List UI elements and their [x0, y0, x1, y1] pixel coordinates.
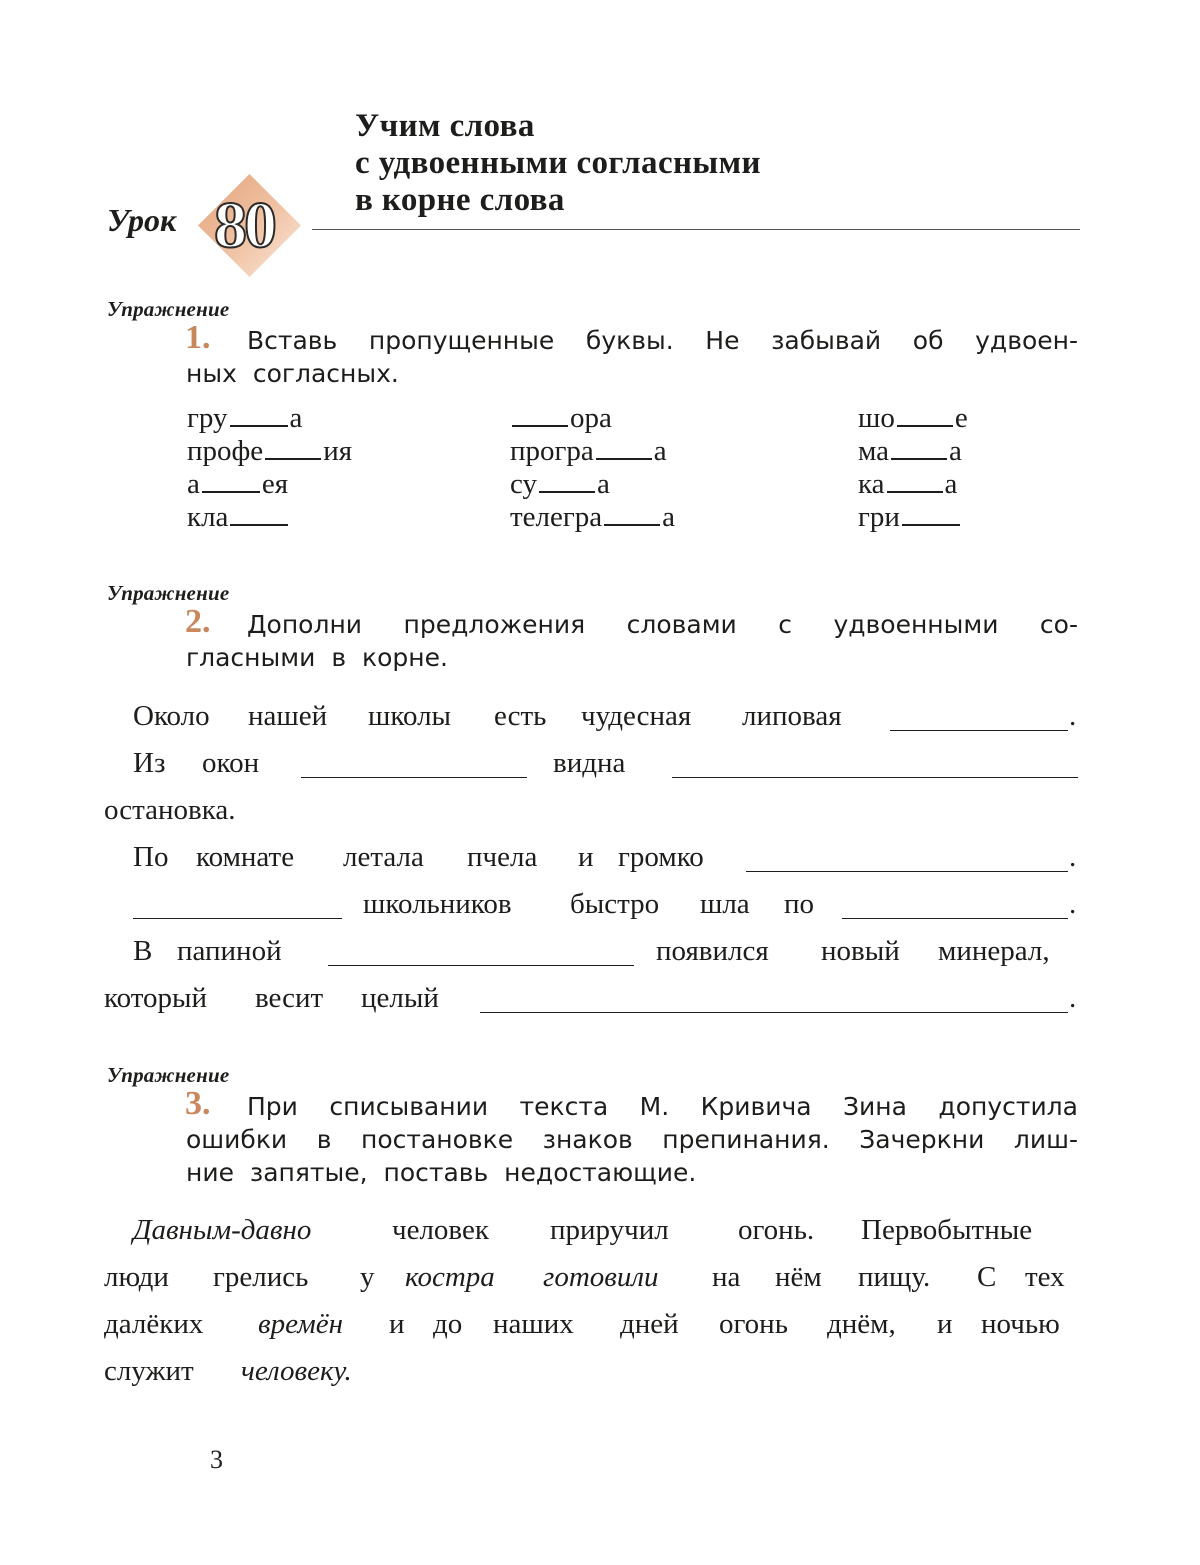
word-with-gap[interactable]: ора — [510, 402, 612, 435]
text-word: люди — [104, 1261, 169, 1293]
exercise-label: Упражнение — [107, 297, 230, 321]
sentence-word: . — [1069, 841, 1077, 873]
word-with-gap[interactable]: програ а — [510, 435, 667, 467]
page-number: 3 — [210, 1445, 223, 1474]
text-word: приручил — [550, 1214, 669, 1246]
sentence-word: комнате — [196, 841, 295, 873]
sentence-word: . — [1069, 982, 1077, 1014]
word-with-gap[interactable]: ка а — [858, 468, 958, 500]
text-word: служит — [104, 1355, 194, 1387]
task-line: ошибки в постановке знаков препинания. Зачеркни лиш- — [186, 1125, 1078, 1154]
text-word: Первобытные — [861, 1214, 1033, 1246]
title-line: в корне слова — [355, 182, 565, 218]
sentence-word: . — [1069, 888, 1077, 920]
sentence-word: есть — [494, 700, 547, 732]
sentence-word: нашей — [248, 700, 328, 732]
text-word-italic: готовили — [543, 1261, 659, 1293]
text-word: пищу. — [858, 1261, 931, 1293]
sentence-word: школы — [368, 700, 452, 732]
sentence-word: Около — [133, 700, 210, 732]
sentence-word: школьников — [363, 888, 512, 920]
task-line: гласными в корне. — [186, 643, 448, 672]
text-word: ночью — [981, 1308, 1060, 1340]
text-word: у — [360, 1261, 375, 1293]
sentence-word: целый — [361, 982, 439, 1014]
text-word: грелись — [213, 1261, 309, 1293]
text-word: человек — [392, 1214, 489, 1246]
answer-line[interactable] — [328, 965, 634, 966]
answer-line[interactable] — [672, 777, 1078, 778]
sentence-word: остановка. — [104, 794, 236, 826]
sentence-word: новый — [821, 935, 900, 967]
text-word: С — [977, 1261, 997, 1293]
title-line: Учим слова — [355, 108, 535, 144]
answer-line[interactable] — [301, 777, 527, 778]
text-word: и — [937, 1308, 953, 1340]
exercise-label: Упражнение — [107, 1063, 230, 1087]
text-word: огонь — [719, 1308, 788, 1340]
task-line: При списывании текста М. Кривича Зина допустила — [247, 1092, 1078, 1121]
sentence-word: чудесная — [581, 700, 692, 732]
lesson-title — [355, 108, 761, 219]
title-line: с удвоенными согласными — [355, 145, 761, 181]
text-word: тех — [1025, 1261, 1065, 1293]
sentence-word: который — [104, 982, 208, 1014]
task-line: ние запятые, поставь недостающие. — [186, 1158, 697, 1187]
sentence-word: появился — [656, 935, 769, 967]
text-word-italic: Давным-давно — [133, 1214, 312, 1246]
answer-line[interactable] — [480, 1012, 1068, 1013]
exercise-number: 1. — [185, 319, 211, 356]
sentence-word: быстро — [570, 888, 660, 920]
sentence-word: липовая — [742, 700, 842, 732]
sentence-word: видна — [553, 747, 626, 779]
text-word-italic: человеку. — [241, 1355, 352, 1387]
answer-line[interactable] — [746, 871, 1068, 872]
text-word: дней — [620, 1308, 679, 1340]
word-with-gap[interactable]: гри — [858, 501, 962, 534]
word-with-gap[interactable]: а ея — [187, 468, 289, 500]
exercise-task — [186, 324, 1078, 390]
sentence-word: Из — [133, 747, 166, 779]
exercise-task — [186, 1090, 1078, 1189]
word-with-gap[interactable]: ма а — [858, 435, 962, 467]
sentence-word: пчела — [467, 841, 538, 873]
sentence-word: минерал, — [938, 935, 1050, 967]
text-word-italic: времён — [258, 1308, 344, 1340]
title-underline — [312, 229, 1080, 230]
exercise-number: 3. — [185, 1085, 211, 1122]
word-with-gap[interactable]: шо е — [858, 402, 968, 434]
sentence-word: . — [1069, 700, 1077, 732]
sentence-word: шла — [700, 888, 750, 920]
text-word: далёких — [104, 1308, 204, 1340]
word-with-gap[interactable]: профе ия — [187, 435, 353, 467]
sentence-word: весит — [255, 982, 324, 1014]
text-word: до — [433, 1308, 463, 1340]
text-word: днём, — [827, 1308, 896, 1340]
exercise-label: Упражнение — [107, 581, 230, 605]
answer-line[interactable] — [842, 918, 1068, 919]
exercise-task — [186, 608, 1078, 674]
text-word: огонь. — [738, 1214, 815, 1246]
word-with-gap[interactable]: кла — [187, 501, 290, 534]
sentence-word: летала — [343, 841, 424, 873]
task-line: Дополни предложения словами с удвоенными со- — [247, 610, 1078, 639]
text-word: и — [389, 1308, 405, 1340]
lesson-label: Урок — [107, 202, 177, 238]
word-with-gap[interactable]: телегра а — [510, 501, 676, 533]
word-with-gap[interactable]: су а — [510, 468, 610, 500]
sentence-word: по — [784, 888, 815, 920]
sentence-word: и — [578, 841, 594, 873]
task-line: ных согласных. — [186, 359, 399, 388]
text-word: на — [712, 1261, 741, 1293]
exercise-number: 2. — [185, 603, 211, 640]
text-word: наших — [493, 1308, 574, 1340]
sentence-word: В — [133, 935, 153, 967]
sentence-word: папиной — [177, 935, 282, 967]
answer-line[interactable] — [890, 730, 1068, 731]
sentence-word: окон — [202, 747, 260, 779]
sentence-word: По — [133, 841, 169, 873]
lesson-number: 80 — [214, 189, 274, 262]
sentence-word: громко — [618, 841, 704, 873]
answer-line[interactable] — [133, 918, 342, 919]
word-with-gap[interactable]: гру а — [187, 402, 303, 434]
text-word-italic: костра — [405, 1261, 495, 1293]
task-line: Вставь пропущенные буквы. Не забывай об удвоен- — [247, 326, 1078, 355]
text-word: нём — [775, 1261, 822, 1293]
